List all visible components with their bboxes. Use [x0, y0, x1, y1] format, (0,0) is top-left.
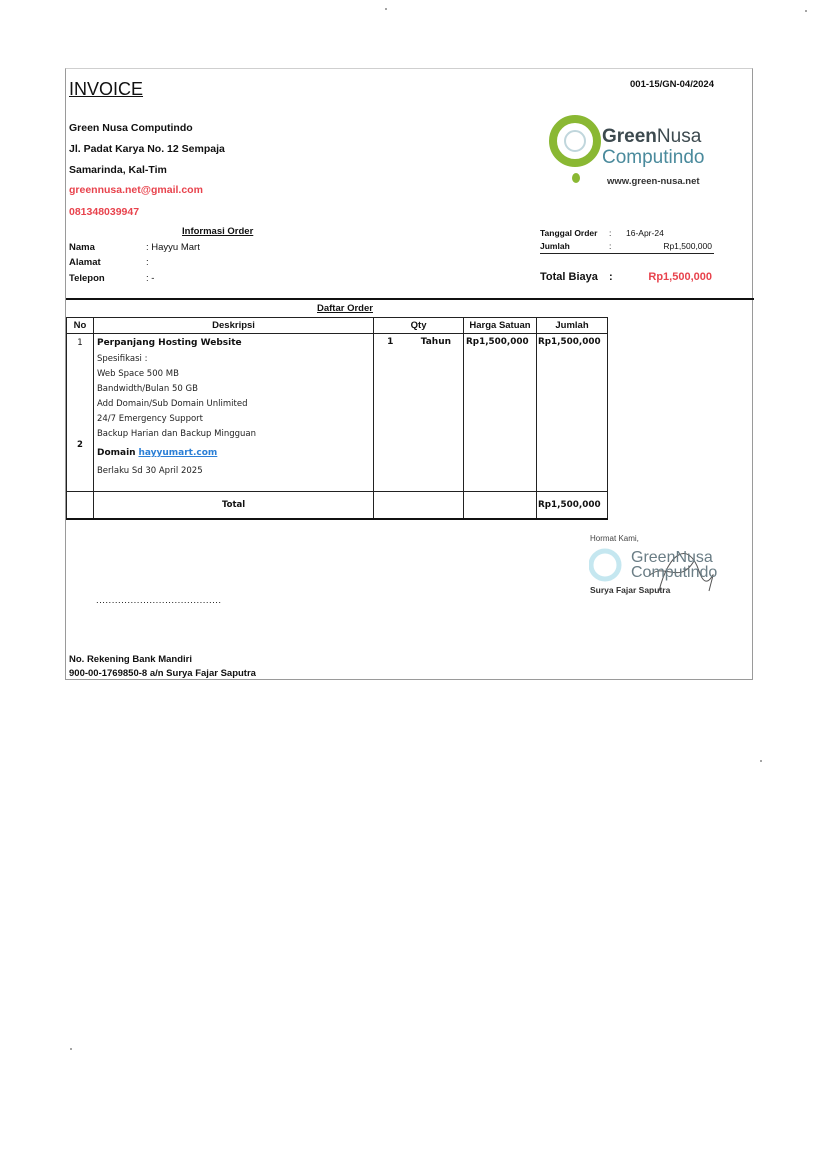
qty-cell	[374, 334, 464, 492]
company-phone: 081348039947	[69, 206, 140, 218]
column-header-qty: Qty	[374, 318, 464, 334]
scan-speck	[805, 10, 807, 12]
validity-text: Berlaku Sd 30 April 2025	[96, 466, 203, 476]
item-spec-list	[97, 352, 370, 442]
invoice-number: 001-15/GN-04/2024	[630, 79, 714, 90]
total-cost-colon: :	[609, 271, 613, 283]
company-address-line1: Jl. Padat Karya No. 12 Sempaja	[69, 143, 225, 155]
summary-underline	[540, 253, 714, 254]
bank-account-label: No. Rekening Bank Mandiri	[69, 654, 192, 665]
company-name: Green Nusa Computindo	[69, 122, 193, 134]
order-date-label: Tanggal Order	[540, 228, 598, 238]
row-number-2: 2	[77, 440, 83, 450]
amount-value-cell: Rp1,500,000	[537, 337, 601, 347]
signature-greeting: Hormat Kami,	[590, 534, 639, 543]
column-header-description: Deskripsi	[93, 318, 373, 334]
description-cell	[93, 334, 373, 492]
unit-price-cell	[464, 334, 537, 492]
signature-dotted-line: ........................................	[96, 595, 222, 606]
order-info-heading: Informasi Order	[182, 226, 254, 237]
spec-line: Add Domain/Sub Domain Unlimited	[96, 399, 248, 409]
amount-value: Rp1,500,000	[663, 241, 712, 251]
order-list-heading: Daftar Order	[317, 303, 373, 314]
customer-address-value: :	[146, 257, 149, 268]
total-cost-value: Rp1,500,000	[648, 271, 712, 283]
amount-colon: :	[609, 241, 612, 251]
customer-name-label: Nama	[69, 242, 95, 253]
section-divider	[66, 298, 754, 300]
row-number-1: 1	[77, 338, 83, 348]
table-header-row	[67, 318, 608, 334]
order-date-value: 16-Apr-24	[626, 228, 664, 238]
amount-cell	[536, 334, 607, 492]
qty-value: 1	[387, 337, 394, 347]
customer-address-label: Alamat	[69, 257, 101, 268]
unit-price-value: Rp1,500,000	[466, 337, 529, 347]
company-website: www.green-nusa.net	[607, 176, 700, 187]
domain-link[interactable]: hayyumart.com	[138, 448, 218, 458]
stamp-text-line2: Computindo	[631, 564, 718, 581]
item-title: Perpanjang Hosting Website	[96, 338, 242, 348]
column-header-no: No	[67, 318, 94, 334]
scan-speck	[70, 1048, 72, 1050]
invoice-title: INVOICE	[69, 79, 144, 99]
spec-line: Web Space 500 MB	[96, 369, 179, 379]
amount-label: Jumlah	[540, 241, 570, 251]
total-value-cell: Rp1,500,000	[536, 492, 607, 520]
logo-text-nusa: Nusa	[656, 126, 702, 147]
signatory-name: Surya Fajar Saputra	[590, 585, 671, 595]
logo-text-computindo: Computindo	[602, 147, 705, 168]
logo-text-green: Green	[602, 126, 657, 147]
company-address-line2: Samarinda, Kal-Tim	[69, 164, 167, 176]
spec-line: Spesifikasi :	[96, 354, 148, 364]
bank-account-number: 900-00-1769850-8 a/n Surya Fajar Saputra	[69, 668, 256, 679]
customer-name-value: : Hayyu Mart	[146, 242, 200, 253]
stamp-text-line1: GreenNusa	[631, 549, 713, 566]
customer-phone-label: Telepon	[69, 273, 105, 284]
customer-phone-value: : -	[146, 273, 155, 284]
spec-line: Backup Harian dan Backup Mingguan	[96, 429, 256, 439]
column-header-unit-price: Harga Satuan	[464, 318, 537, 334]
qty-unit: Tahun	[420, 337, 452, 347]
total-label-cell: Total	[93, 492, 373, 520]
total-cost-label: Total Biaya	[540, 271, 598, 283]
scan-speck	[760, 760, 762, 762]
total-row	[67, 492, 608, 520]
column-header-amount: Jumlah	[536, 318, 607, 334]
domain-label: Domain	[96, 448, 136, 458]
scan-speck	[385, 8, 387, 10]
spec-line: 24/7 Emergency Support	[96, 414, 204, 424]
order-table	[66, 317, 608, 520]
spec-line: Bandwidth/Bulan 50 GB	[96, 384, 198, 394]
company-email: greennusa.net@gmail.com	[69, 184, 203, 196]
order-date-colon: :	[609, 228, 612, 238]
table-row	[67, 334, 608, 492]
invoice-sheet	[65, 68, 753, 680]
